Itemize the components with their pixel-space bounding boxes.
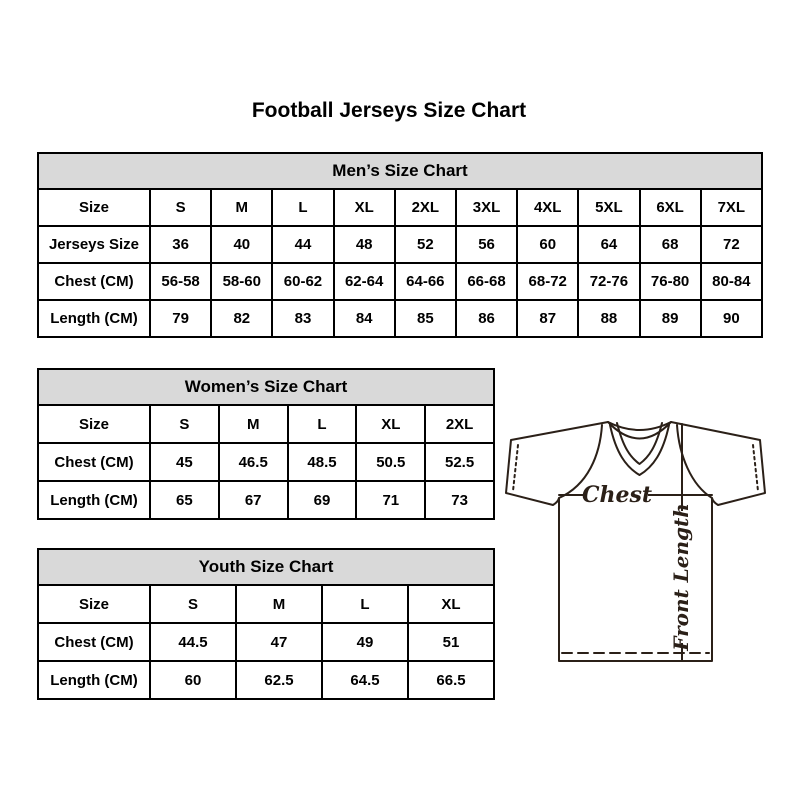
row-label: Jerseys Size bbox=[38, 226, 150, 263]
jersey-illustration bbox=[498, 405, 778, 675]
table-row bbox=[38, 189, 762, 226]
table-cell: 80-84 bbox=[701, 263, 762, 300]
table-cell: 60 bbox=[517, 226, 578, 263]
row-label: Length (CM) bbox=[38, 481, 150, 519]
table-cell: 68 bbox=[640, 226, 701, 263]
row-label: Chest (CM) bbox=[38, 443, 150, 481]
row-label: Size bbox=[38, 585, 150, 623]
jersey-measurement-diagram bbox=[498, 405, 778, 675]
table-cell: 49 bbox=[322, 623, 408, 661]
youth-table-title: Youth Size Chart bbox=[38, 549, 494, 585]
table-cell: 72 bbox=[701, 226, 762, 263]
page-title: Football Jerseys Size Chart bbox=[251, 99, 527, 122]
mens-size-table bbox=[37, 152, 763, 338]
table-row bbox=[38, 623, 494, 661]
table-cell: L bbox=[288, 405, 357, 443]
table-cell: 7XL bbox=[701, 189, 762, 226]
row-label: Size bbox=[38, 189, 150, 226]
table-row bbox=[38, 481, 494, 519]
table-cell: 4XL bbox=[517, 189, 578, 226]
table-cell: 67 bbox=[219, 481, 288, 519]
table-cell: 64-66 bbox=[395, 263, 456, 300]
table-cell: 88 bbox=[578, 300, 639, 337]
table-cell: 3XL bbox=[456, 189, 517, 226]
women-table-title: Women’s Size Chart bbox=[38, 369, 494, 405]
left-cuff-stitch bbox=[513, 445, 518, 491]
womens-size-table bbox=[37, 368, 495, 520]
table-row bbox=[38, 263, 762, 300]
table-cell: 90 bbox=[701, 300, 762, 337]
table-cell: 64.5 bbox=[322, 661, 408, 699]
row-label: Length (CM) bbox=[38, 661, 150, 699]
table-cell: 44.5 bbox=[150, 623, 236, 661]
table-cell: 58-60 bbox=[211, 263, 272, 300]
table-cell: S bbox=[150, 405, 219, 443]
table-cell: 86 bbox=[456, 300, 517, 337]
table-cell: 76-80 bbox=[640, 263, 701, 300]
table-cell: 50.5 bbox=[356, 443, 425, 481]
table-cell: 52.5 bbox=[425, 443, 494, 481]
table-cell: 36 bbox=[150, 226, 211, 263]
row-label: Length (CM) bbox=[38, 300, 150, 337]
table-cell: 40 bbox=[211, 226, 272, 263]
jersey-outline bbox=[506, 422, 765, 661]
chest-measure-label: Chest bbox=[581, 482, 653, 508]
table-cell: 73 bbox=[425, 481, 494, 519]
table-cell: XL bbox=[356, 405, 425, 443]
table-cell: S bbox=[150, 189, 211, 226]
table-cell: 6XL bbox=[640, 189, 701, 226]
table-cell: M bbox=[211, 189, 272, 226]
table-cell: 48.5 bbox=[288, 443, 357, 481]
table-cell: 51 bbox=[408, 623, 494, 661]
table-cell: 89 bbox=[640, 300, 701, 337]
table-cell: 2XL bbox=[395, 189, 456, 226]
table-cell: 62-64 bbox=[334, 263, 395, 300]
table-row bbox=[38, 300, 762, 337]
table-cell: 62.5 bbox=[236, 661, 322, 699]
table-cell: 60-62 bbox=[272, 263, 333, 300]
table-cell: 87 bbox=[517, 300, 578, 337]
table-cell: 66.5 bbox=[408, 661, 494, 699]
table-row bbox=[38, 226, 762, 263]
table-cell: 71 bbox=[356, 481, 425, 519]
table-cell: 64 bbox=[578, 226, 639, 263]
table-row bbox=[38, 661, 494, 699]
table-cell: 72-76 bbox=[578, 263, 639, 300]
table-cell: 65 bbox=[150, 481, 219, 519]
row-label: Size bbox=[38, 405, 150, 443]
table-cell: XL bbox=[334, 189, 395, 226]
table-cell: S bbox=[150, 585, 236, 623]
table-cell: 66-68 bbox=[456, 263, 517, 300]
table-cell: 44 bbox=[272, 226, 333, 263]
table-cell: 83 bbox=[272, 300, 333, 337]
table-cell: 46.5 bbox=[219, 443, 288, 481]
right-cuff-stitch bbox=[753, 445, 758, 491]
table-cell: L bbox=[322, 585, 408, 623]
table-cell: 56 bbox=[456, 226, 517, 263]
women-table-header-row bbox=[38, 369, 494, 405]
table-cell: 47 bbox=[236, 623, 322, 661]
table-cell: 48 bbox=[334, 226, 395, 263]
table-cell: XL bbox=[408, 585, 494, 623]
table-cell: L bbox=[272, 189, 333, 226]
front-length-measure-label: Front Length bbox=[669, 503, 693, 651]
table-cell: 84 bbox=[334, 300, 395, 337]
table-cell: 2XL bbox=[425, 405, 494, 443]
table-row bbox=[38, 585, 494, 623]
row-label: Chest (CM) bbox=[38, 263, 150, 300]
youth-table-header-row bbox=[38, 549, 494, 585]
table-cell: 5XL bbox=[578, 189, 639, 226]
table-cell: 60 bbox=[150, 661, 236, 699]
table-cell: 79 bbox=[150, 300, 211, 337]
table-cell: 82 bbox=[211, 300, 272, 337]
table-row bbox=[38, 405, 494, 443]
row-label: Chest (CM) bbox=[38, 623, 150, 661]
table-row bbox=[38, 443, 494, 481]
table-cell: 69 bbox=[288, 481, 357, 519]
men-table-title: Men’s Size Chart bbox=[38, 153, 762, 189]
youth-size-table bbox=[37, 548, 495, 700]
table-cell: 52 bbox=[395, 226, 456, 263]
table-cell: 56-58 bbox=[150, 263, 211, 300]
men-table-header-row bbox=[38, 153, 762, 189]
table-cell: M bbox=[236, 585, 322, 623]
table-cell: 45 bbox=[150, 443, 219, 481]
table-cell: M bbox=[219, 405, 288, 443]
table-cell: 85 bbox=[395, 300, 456, 337]
table-cell: 68-72 bbox=[517, 263, 578, 300]
